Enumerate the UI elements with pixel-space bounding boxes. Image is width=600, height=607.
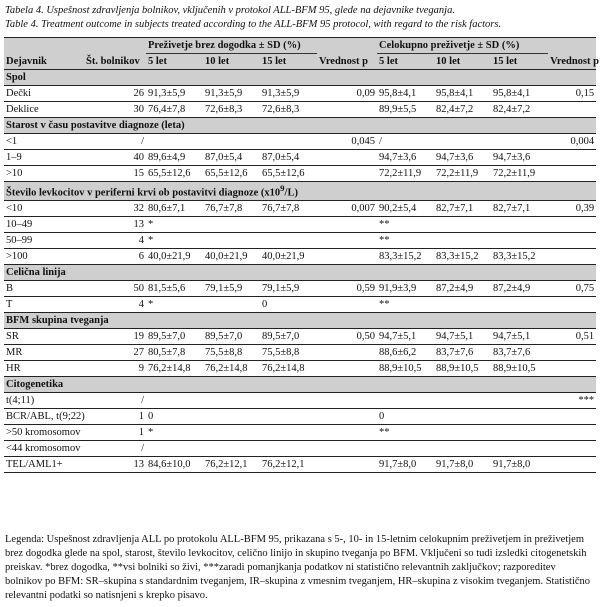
cell-os-10: 83,7±7,6 [436,346,474,358]
cell-patients: 4 [138,298,144,310]
cell-patients: 1 [138,410,144,422]
table-row [4,150,596,166]
cell-efs-10 [203,296,260,312]
cell-efs-5: 80,6±7,1 [148,202,186,214]
cell-patients: 13 [133,218,144,230]
col-factor: Dejavnik [6,55,47,67]
cell-os-5: 88,9±10,5 [379,362,422,374]
section-title-text: Citogenetika [6,378,64,390]
section-header-row [4,118,596,134]
col-efs-15: 15 let [262,56,287,67]
cell-efs-15 [260,232,317,248]
table-row [4,408,596,424]
cell-factor: SR [6,330,19,342]
cell-factor: 10–49 [6,218,33,230]
cell-efs-p [317,216,377,232]
table-row [4,216,596,232]
cell-os-10: 94,7±5,1 [436,330,474,342]
section-title-text: Starost v času postavitve diagnoze (leta) [6,120,185,131]
section-title-text: Število levkocitov v periferni krvi ob postavitvi diagnoze (x10 [6,187,281,199]
cell-factor: Dečki [6,88,32,99]
table-row [4,134,596,150]
cell-os-15: 88,9±10,5 [493,362,536,374]
cell-efs-5: 84,6±10,0 [148,458,191,470]
cell-efs-p [317,456,377,472]
cell-efs-10: 76,2±12,1 [205,458,248,470]
cell-os-15: 91,7±8,0 [493,458,531,470]
table-row [4,166,596,182]
cell-efs-10 [203,424,260,440]
cell-os-5: 83,3±15,2 [379,250,422,262]
table-caption-english: Table 4. Treatment outcome in subjects treated according to the ALL-BFM 95 protocol, with regard to the risk factors. [5,19,502,30]
cell-os-5 [377,440,434,456]
cell-os-15: 82,4±7,2 [493,104,531,115]
cell-os-15 [491,296,548,312]
col-os-10: 10 let [436,56,461,67]
cell-os-15 [491,392,548,408]
cell-efs-10: 75,5±8,8 [205,346,243,358]
cell-os-5: 89,9±5,5 [379,104,417,115]
cell-os-10: 94,7±3,6 [436,152,474,163]
cell-os-10: 91,7±8,0 [436,458,474,470]
cell-patients: 6 [138,250,144,262]
header-group-row [4,38,596,54]
cell-os-5: 91,7±8,0 [379,458,417,470]
section-header-row [4,182,596,201]
cell-patients: 1 [138,426,144,438]
cell-efs-10: 72,6±8,3 [205,104,243,115]
cell-efs-15 [260,408,317,424]
cell-os-5: 72,2±11,9 [379,168,422,179]
section-title [4,182,596,201]
table-row [4,232,596,248]
cell-os-p [548,456,596,472]
cell-patients: 15 [133,168,144,179]
os-group-header: Celokupno preživetje ± SD (%) [377,38,548,54]
cell-os-15: 83,3±15,2 [493,250,536,262]
cell-os-10 [434,216,491,232]
cell-os-5: 94,7±5,1 [379,330,417,342]
cell-os-p [548,232,596,248]
cell-os-5: 0 [379,410,385,422]
cell-os-10: 82,7±7,1 [436,202,474,214]
cell-efs-p [317,232,377,248]
cell-patients: 9 [138,362,144,374]
table-row [4,248,596,264]
section-title [4,118,596,134]
cell-os-p: 0,004 [570,136,595,147]
cell-os-15: 72,2±11,9 [493,168,536,179]
cell-efs-15 [260,216,317,232]
cell-efs-5: 80,5±7,8 [148,346,186,358]
cell-efs-10 [203,216,260,232]
cell-efs-10 [203,392,260,408]
cell-os-5: 94,7±3,6 [379,152,417,163]
cell-efs-p [317,424,377,440]
col-os-15: 15 let [493,56,518,67]
cell-os-15 [491,232,548,248]
cell-efs-15: 76,2±14,8 [262,362,305,374]
table-caption-slovene: Tabela 4. Uspešnost zdravljenja bolnikov, vključenih v protokol ALL-BFM 95, glede na dejavnike tveganja. [5,5,455,16]
cell-factor: TEL/AML1+ [6,458,63,470]
cell-efs-10: 79,1±5,9 [205,282,243,294]
cell-patients: 27 [133,346,144,358]
cell-efs-p [317,166,377,182]
cell-factor: 1–9 [6,152,22,163]
section-title [4,264,596,280]
cell-os-10: 87,2±4,9 [436,282,474,294]
cell-efs-15 [260,392,317,408]
cell-efs-5: 40,0±21,9 [148,250,191,262]
cell-factor: t(4;11) [6,394,35,406]
cell-os-5: 90,2±5,4 [379,202,417,214]
cell-patients: 30 [133,104,144,115]
cell-efs-5: * [148,298,154,310]
cell-os-10 [434,440,491,456]
cell-efs-5: * [148,234,154,246]
cell-factor: <1 [6,136,18,147]
table-row [4,440,596,456]
cell-os-10: 72,2±11,9 [436,168,479,179]
cell-factor: >100 [6,250,28,262]
results-table [4,37,599,473]
table-row [4,392,596,408]
cell-os-p [548,216,596,232]
cell-efs-15 [260,134,317,150]
cell-efs-p [317,360,377,376]
cell-os-15: 94,7±3,6 [493,152,531,163]
section-title-end: /L) [284,187,298,199]
cell-factor: 50–99 [6,234,33,246]
table-row [4,102,596,118]
cell-factor: <10 [6,202,23,214]
cell-factor: BCR/ABL, t(9;22) [6,410,85,422]
cell-os-5: 88,6±6,2 [379,346,417,358]
table-row [4,280,596,296]
cell-factor: <44 kromosomov [6,442,81,454]
table-row [4,456,596,472]
cell-efs-10: 65,5±12,6 [205,168,248,179]
cell-efs-10: 91,3±5,9 [205,88,243,99]
cell-efs-p: 0,045 [351,136,376,147]
section-header-row [4,264,596,280]
cell-efs-10: 40,0±21,9 [205,250,248,262]
cell-efs-5: * [148,426,154,438]
section-header-row [4,70,596,86]
cell-os-15: 94,7±5,1 [493,330,531,342]
cell-os-5: ** [379,298,390,310]
cell-efs-15: 87,0±5,4 [262,152,300,163]
cell-os-p [548,150,596,166]
cell-os-p [548,360,596,376]
cell-efs-5: 91,3±5,9 [148,88,186,99]
section-title-text: BFM skupina tveganja [6,314,109,326]
cell-patients: / [141,394,144,406]
table-row [4,344,596,360]
cell-os-p [548,424,596,440]
cell-os-5: / [379,136,382,147]
section-title-text: Celična linija [6,266,66,278]
cell-os-p: 0,15 [575,88,595,99]
cell-efs-5: 81,5±5,6 [148,282,186,294]
cell-efs-15: 72,6±8,3 [262,104,300,115]
cell-patients: 40 [133,152,144,163]
cell-efs-p [317,248,377,264]
cell-efs-10 [203,440,260,456]
cell-os-p: 0,75 [575,282,595,294]
cell-os-15 [491,134,548,150]
cell-efs-15 [260,440,317,456]
cell-efs-15 [260,424,317,440]
cell-os-5: ** [379,234,390,246]
cell-factor: B [6,282,14,294]
cell-efs-10: 76,7±7,8 [205,202,243,214]
col-efs-p: Vrednost p [319,55,368,67]
cell-os-10: 82,4±7,2 [436,104,474,115]
table-legend: Legenda: Uspešnost zdravljenja ALL po protokolu ALL-BFM 95, prikazana s 5-, 10- in 15-letnim celokupnim preživetjem in preživetjem brez dogodka glede na spol, starost, število levkocitov, celično linijo in skupino tveganja po BFM. Vključeni so tudi izsledki citogenetskih preiskav. *brez dogodka, **vsi bolniki so živi, ***zaradi pomanjkanja podatkov ni statistično relevantnih zaključkov; razporeditev bolnikov po BFM: SR–skupina s standardnim tveganjem, IR–skupina z vmesnim tveganjem, HR–skupina z visokim tveganjem. Statistično relevantni podatki so natisnjeni s krepko pisavo. [5,534,591,601]
cell-os-5 [377,392,434,408]
cell-factor: >10 [6,168,23,179]
cell-factor: >50 kromosomov [6,426,81,438]
cell-factor: HR [6,362,21,374]
cell-os-5: 91,9±3,9 [379,282,417,294]
cell-efs-5: 0 [148,410,154,422]
section-header-row [4,376,596,392]
cell-os-p [548,166,596,182]
cell-os-p [548,408,596,424]
cell-efs-p [317,344,377,360]
cell-os-10: 95,8±4,1 [436,88,474,99]
cell-patients: / [141,442,144,454]
cell-efs-5: 76,2±14,8 [148,362,191,374]
cell-patients: 19 [133,330,144,342]
cell-efs-15: 76,7±7,8 [262,202,300,214]
cell-patients: 32 [133,202,144,214]
cell-os-p: *** [578,394,595,406]
cell-efs-10: 76,2±14,8 [205,362,248,374]
cell-efs-p [317,296,377,312]
header-column-row [4,54,596,70]
cell-efs-15: 76,2±12,1 [262,458,305,470]
cell-efs-5: 65,5±12,6 [148,168,191,179]
cell-efs-15: 89,5±7,0 [262,330,300,342]
cell-efs-10: 87,0±5,4 [205,152,243,163]
cell-os-p [548,344,596,360]
cell-os-10 [434,134,491,150]
section-title [4,312,596,328]
cell-efs-15: 0 [262,298,268,310]
cell-efs-10 [203,134,260,150]
table-row [4,424,596,440]
cell-os-15 [491,424,548,440]
cell-os-10 [434,408,491,424]
cell-os-p: 0,39 [575,202,595,214]
cell-os-p [548,296,596,312]
cell-os-p [548,440,596,456]
cell-efs-10 [203,232,260,248]
col-os-5: 5 let [379,56,398,67]
cell-efs-5 [146,134,203,150]
efs-group-header: Preživetje brez dogodka ± SD (%) [146,38,317,54]
cell-patients: 4 [138,234,144,246]
col-os-p: Vrednost p [550,55,599,67]
table-row [4,296,596,312]
cell-os-10 [434,424,491,440]
section-header-row [4,312,596,328]
cell-factor: Deklice [6,104,39,115]
table-row [4,328,596,344]
table-row [4,86,596,102]
cell-os-15: 87,2±4,9 [493,282,531,294]
table-row [4,200,596,216]
cell-efs-p [317,102,377,118]
cell-os-p [548,248,596,264]
cell-efs-p [317,440,377,456]
cell-efs-p: 0,50 [356,330,376,342]
cell-os-10 [434,296,491,312]
cell-factor: T [6,298,13,310]
cell-os-5: ** [379,426,390,438]
cell-efs-15: 79,1±5,9 [262,282,300,294]
cell-efs-p: 0,59 [356,282,376,294]
cell-efs-p: 0,007 [351,202,376,214]
cell-os-5: 95,8±4,1 [379,88,417,99]
cell-os-15 [491,216,548,232]
cell-efs-5: 89,5±7,0 [148,330,186,342]
cell-efs-15: 65,5±12,6 [262,168,305,179]
section-title-superscript: 9 [280,183,285,193]
cell-os-10 [434,232,491,248]
cell-patients: 26 [133,88,144,99]
cell-os-10: 88,9±10,5 [436,362,479,374]
cell-factor: MR [6,346,23,358]
cell-efs-10 [203,408,260,424]
cell-efs-10: 89,5±7,0 [205,330,243,342]
cell-patients: / [141,136,144,147]
cell-os-15: 82,7±7,1 [493,202,531,214]
cell-os-15 [491,440,548,456]
cell-os-10: 83,3±15,2 [436,250,479,262]
cell-efs-p [317,150,377,166]
cell-efs-5 [146,392,203,408]
cell-os-15 [491,408,548,424]
cell-efs-15: 91,3±5,9 [262,88,300,99]
table-row [4,360,596,376]
section-title-text: Spol [6,72,26,83]
cell-efs-5: * [148,218,154,230]
cell-efs-5 [146,440,203,456]
cell-efs-p [317,408,377,424]
col-efs-10: 10 let [205,56,230,67]
cell-os-15: 83,7±7,6 [493,346,531,358]
cell-os-p [548,102,596,118]
cell-efs-15: 40,0±21,9 [262,250,305,262]
section-title [4,376,596,392]
cell-efs-p: 0,09 [356,88,376,99]
cell-patients: 50 [133,282,144,294]
section-title [4,70,596,86]
cell-efs-5: 76,4±7,8 [148,104,186,115]
cell-os-15: 95,8±4,1 [493,88,531,99]
cell-efs-p [317,392,377,408]
cell-efs-5: 89,6±4,9 [148,152,186,163]
col-efs-5: 5 let [148,56,167,67]
cell-os-10 [434,392,491,408]
cell-os-5: ** [379,218,390,230]
table-body [4,70,596,473]
cell-patients: 13 [133,458,144,470]
cell-os-p: 0,51 [575,330,595,342]
col-patients: Št. bolnikov [86,55,140,67]
cell-efs-15: 75,5±8,8 [262,346,300,358]
